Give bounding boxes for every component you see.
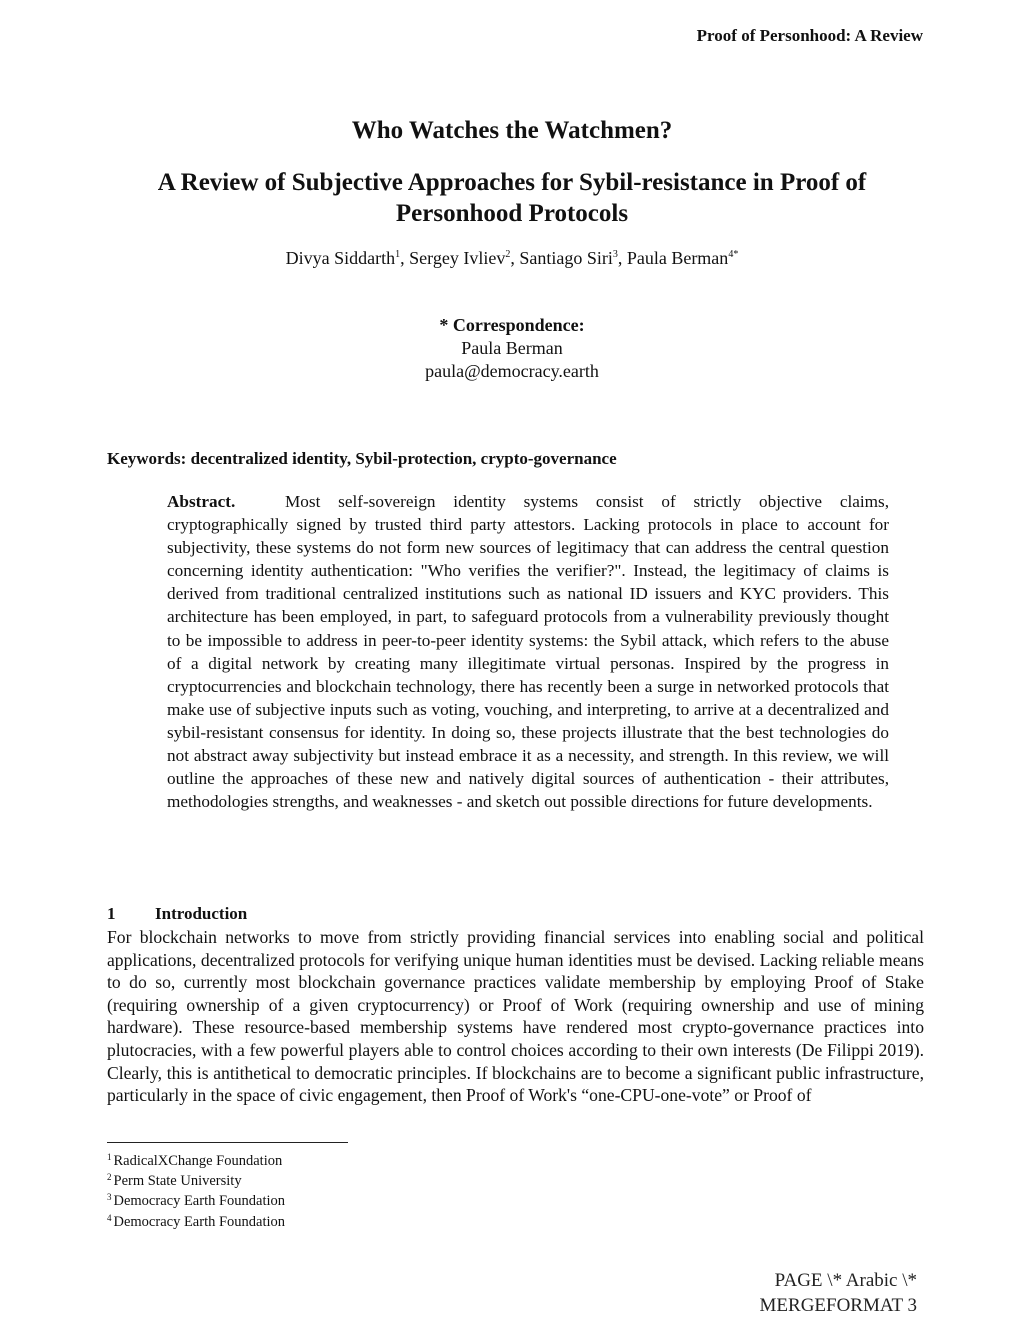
footnote-mark: 2: [107, 1172, 112, 1183]
author-list: [100, 248, 924, 269]
paper-title: Who Watches the Watchmen?: [351, 117, 673, 144]
author-affiliation-mark: 2: [505, 249, 511, 260]
section-heading: [107, 904, 247, 924]
footnote-mark: 1: [107, 1152, 112, 1162]
abstract: [167, 490, 889, 813]
correspondence-block: [100, 314, 924, 383]
author-affiliation-mark: 3: [612, 249, 618, 260]
footnote-mark: 4: [107, 1212, 112, 1223]
abstract-label: Abstract.: [167, 492, 236, 511]
footnote-text: Democracy Earth Foundation: [113, 1193, 286, 1210]
author-name: Divya Siddarth: [285, 248, 396, 268]
footnote-mark: 3: [107, 1192, 112, 1203]
page-number-field: [760, 1268, 917, 1318]
author-affiliation-mark: 4*: [728, 249, 739, 260]
section-title: Introduction: [155, 904, 248, 923]
section-number: 1: [107, 904, 116, 923]
author-affiliation-mark: 1: [395, 249, 401, 260]
author-name: Sergey Ivliev: [409, 248, 506, 268]
footnote-text: Perm State University: [113, 1173, 242, 1190]
footnote: [107, 1171, 285, 1191]
author-separator: ,: [617, 248, 627, 268]
correspondence-name: Paula Berman: [461, 338, 563, 358]
footnote-text: Democracy Earth Foundation: [113, 1213, 286, 1230]
footnote-separator: [107, 1142, 348, 1143]
page-field-line: MERGEFORMAT 3: [759, 1295, 917, 1316]
footnotes: [107, 1151, 285, 1232]
introduction-paragraph: For blockchain networks to move from strictly providing financial services into enabling social and political applications, decentralized protocols for verifying unique human identities must be devised. Lacking reliable means to do so, currently most blockchain governance practices validate membership by employing Proof of Stake (requiring ownership of a given cryptocurrency) or Proof of Work (requiring ownership and use of mining hardware). These resource-based membership systems have rendered most crypto-governance practices into plutocracies, with a few powerful players able to control choices according to their own interests (De Filippi 2019). Clearly, this is antithetical to democratic principles. If blockchains are to become a significant public infrastructure, particularly in the space of civic engagement, then Proof of Work's “one-CPU-one-vote” or Proof of: [107, 927, 924, 1106]
footnote: [107, 1191, 285, 1211]
paper-subtitle: A Review of Subjective Approaches for Sybil-resistance in Proof of Personhood Protocols: [157, 169, 867, 227]
correspondence-heading: * Correspondence:: [439, 315, 585, 335]
keywords-line: Keywords: decentralized identity, Sybil-protection, crypto-governance: [107, 449, 617, 468]
correspondence-email[interactable]: paula@democracy.earth: [425, 361, 599, 381]
abstract-text: Most self-sovereign identity systems consist of strictly objective claims, cryptographically signed by trusted third party attestors. Lacking protocols in place to account for subjectivity, these systems do not form new sources of legitimacy that can address the central question concerning identity authentication: "Who verifies the verifier?". Instead, the legitimacy of claims is derived from traditional centralized institutions such as national ID issuers and KYC providers. This architecture has been employed, in part, to safeguard protocols from a vulnerability previously thought to be impossible to address in peer-to-peer identity systems: the Sybil attack, which refers to the abuse of a digital network by creating many illegitimate virtual personas. Inspired by the progress in cryptocurrencies and blockchain technology, there has recently been a surge in networked protocols that make use of subjective inputs such as voting, vouching, and interpreting, to arrive at a decentralized and sybil-resistant consensus for identity. In doing so, these projects illustrate that the best technologies do not abstract away subjectivity but instead embrace it as a necessity, and strength. In this review, we will outline the approaches of these new and natively digital sources of authentication - their attributes, methodologies strengths, and weaknesses - and sketch out possible directions for future developments.: [167, 492, 889, 812]
author-separator: ,: [400, 248, 410, 268]
footnote: [107, 1212, 285, 1232]
running-header: Proof of Personhood: A Review: [696, 26, 923, 45]
author-separator: ,: [510, 248, 520, 268]
footnote-text: RadicalXChange Foundation: [113, 1153, 283, 1169]
author-name: Santiago Siri: [519, 248, 613, 268]
page-field-line: PAGE \* Arabic \*: [774, 1270, 917, 1291]
author-name: Paula Berman: [626, 248, 729, 268]
footnote: [107, 1151, 285, 1171]
